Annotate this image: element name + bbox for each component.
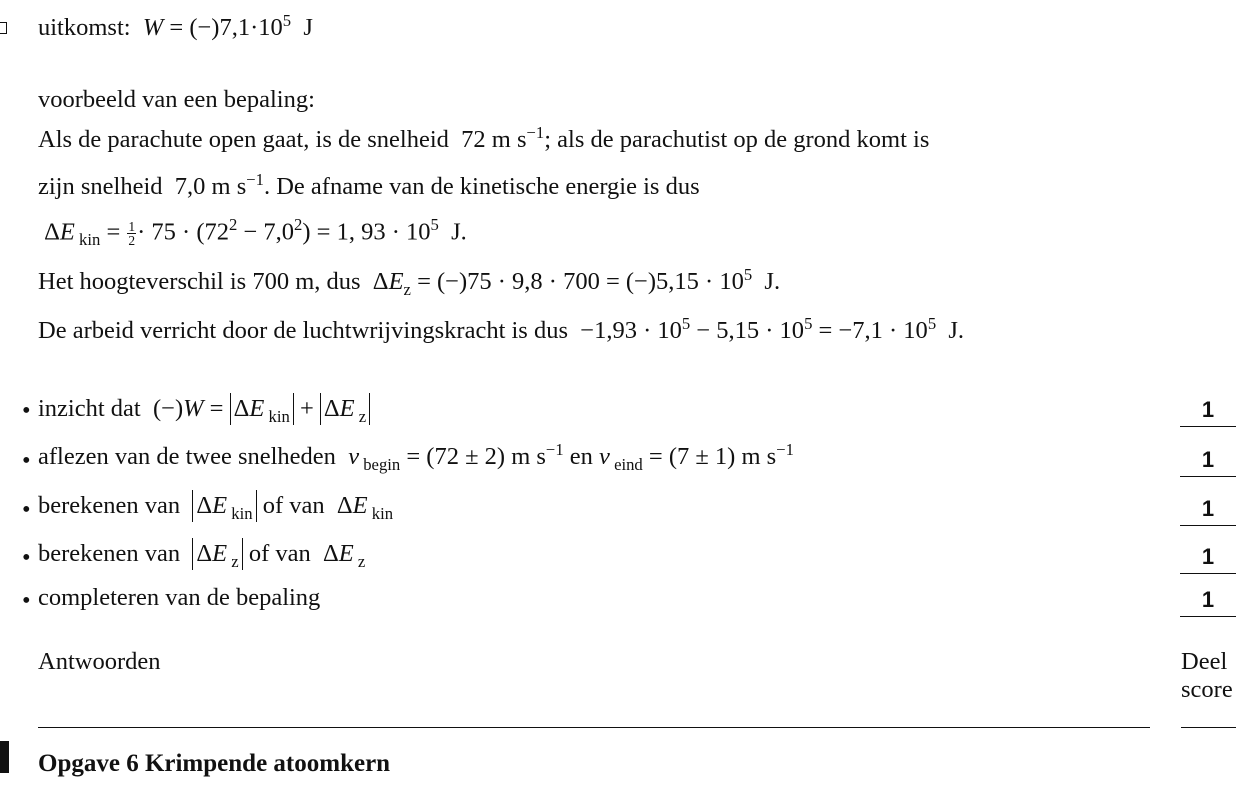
outcome-formula: $W = (-)7,1\cdot 10^5$ J xyxy=(142,10,313,41)
example-title: voorbeeld van een bepaling: xyxy=(38,86,315,113)
score-1: 1 xyxy=(1180,397,1236,427)
example-line-3-formula: ΔE $_{kin}$ = $\frac{1}{2}$ · $75 \cdot (72^2 - 7,0^2) = 1$, $93 \cdot 10^5$ J. xyxy=(38,215,467,250)
score-5: 1 xyxy=(1180,587,1236,617)
example-line-1: Als de parachute open gaat, is de snelheid 72 m $s^{-1}$; als de parachutist op de grond komt is xyxy=(38,122,930,153)
bullet: • xyxy=(22,496,31,523)
bullet: • xyxy=(22,397,31,424)
example-line-5: De arbeid verricht door de luchtwrijvingskracht is dus $-1,93 \cdot 10^5 - 5,15 \cdot 10^5 = -7,1 \cdot 10^5$ J. xyxy=(38,313,965,344)
answers-column-label: Antwoorden xyxy=(38,648,161,675)
section-title: Opgave 6 Krimpende atoomkern xyxy=(38,750,391,777)
criterion-2: aflezen van de twee snelheden v $_{begin}$ = (72 ± 2) m $s^{-1}$ en v $_{eind}$ = (7 ± 1) m $s^{-1}$ xyxy=(38,439,794,474)
criterion-4: berekenen van ΔE $_z$ of van ΔE $_z$ xyxy=(38,540,366,571)
partial-score-label: Deel score xyxy=(1181,648,1233,704)
checkbox-icon xyxy=(0,22,7,34)
bullet: • xyxy=(22,587,31,614)
criterion-3: berekenen van ΔE $_{kin}$ of van ΔE $_{kin}$ xyxy=(38,492,394,523)
section-marker xyxy=(0,741,9,773)
divider xyxy=(1181,727,1236,728)
score-3: 1 xyxy=(1180,496,1236,526)
divider xyxy=(38,727,1150,728)
bullet: • xyxy=(22,447,31,474)
outcome-label: uitkomst: xyxy=(38,14,131,41)
score-4: 1 xyxy=(1180,544,1236,574)
example-line-2: zijn snelheid 7,0 m $s^{-1}$. De afname van de kinetische energie is dus xyxy=(38,169,700,200)
score-2: 1 xyxy=(1180,447,1236,477)
criterion-1: inzicht dat (−)W = ΔE $_{kin}$ + ΔE $_z$ xyxy=(38,393,370,425)
example-line-4: Het hoogteverschil is 700 m, dus $\Delta E_z = (-)75 \cdot 9,8 \cdot 700 = (-)5,15 \cdot 10^5$ J. xyxy=(38,264,781,299)
criterion-5: completeren van de bepaling xyxy=(38,584,321,611)
outcome-line xyxy=(38,10,313,41)
bullet: • xyxy=(22,544,31,571)
